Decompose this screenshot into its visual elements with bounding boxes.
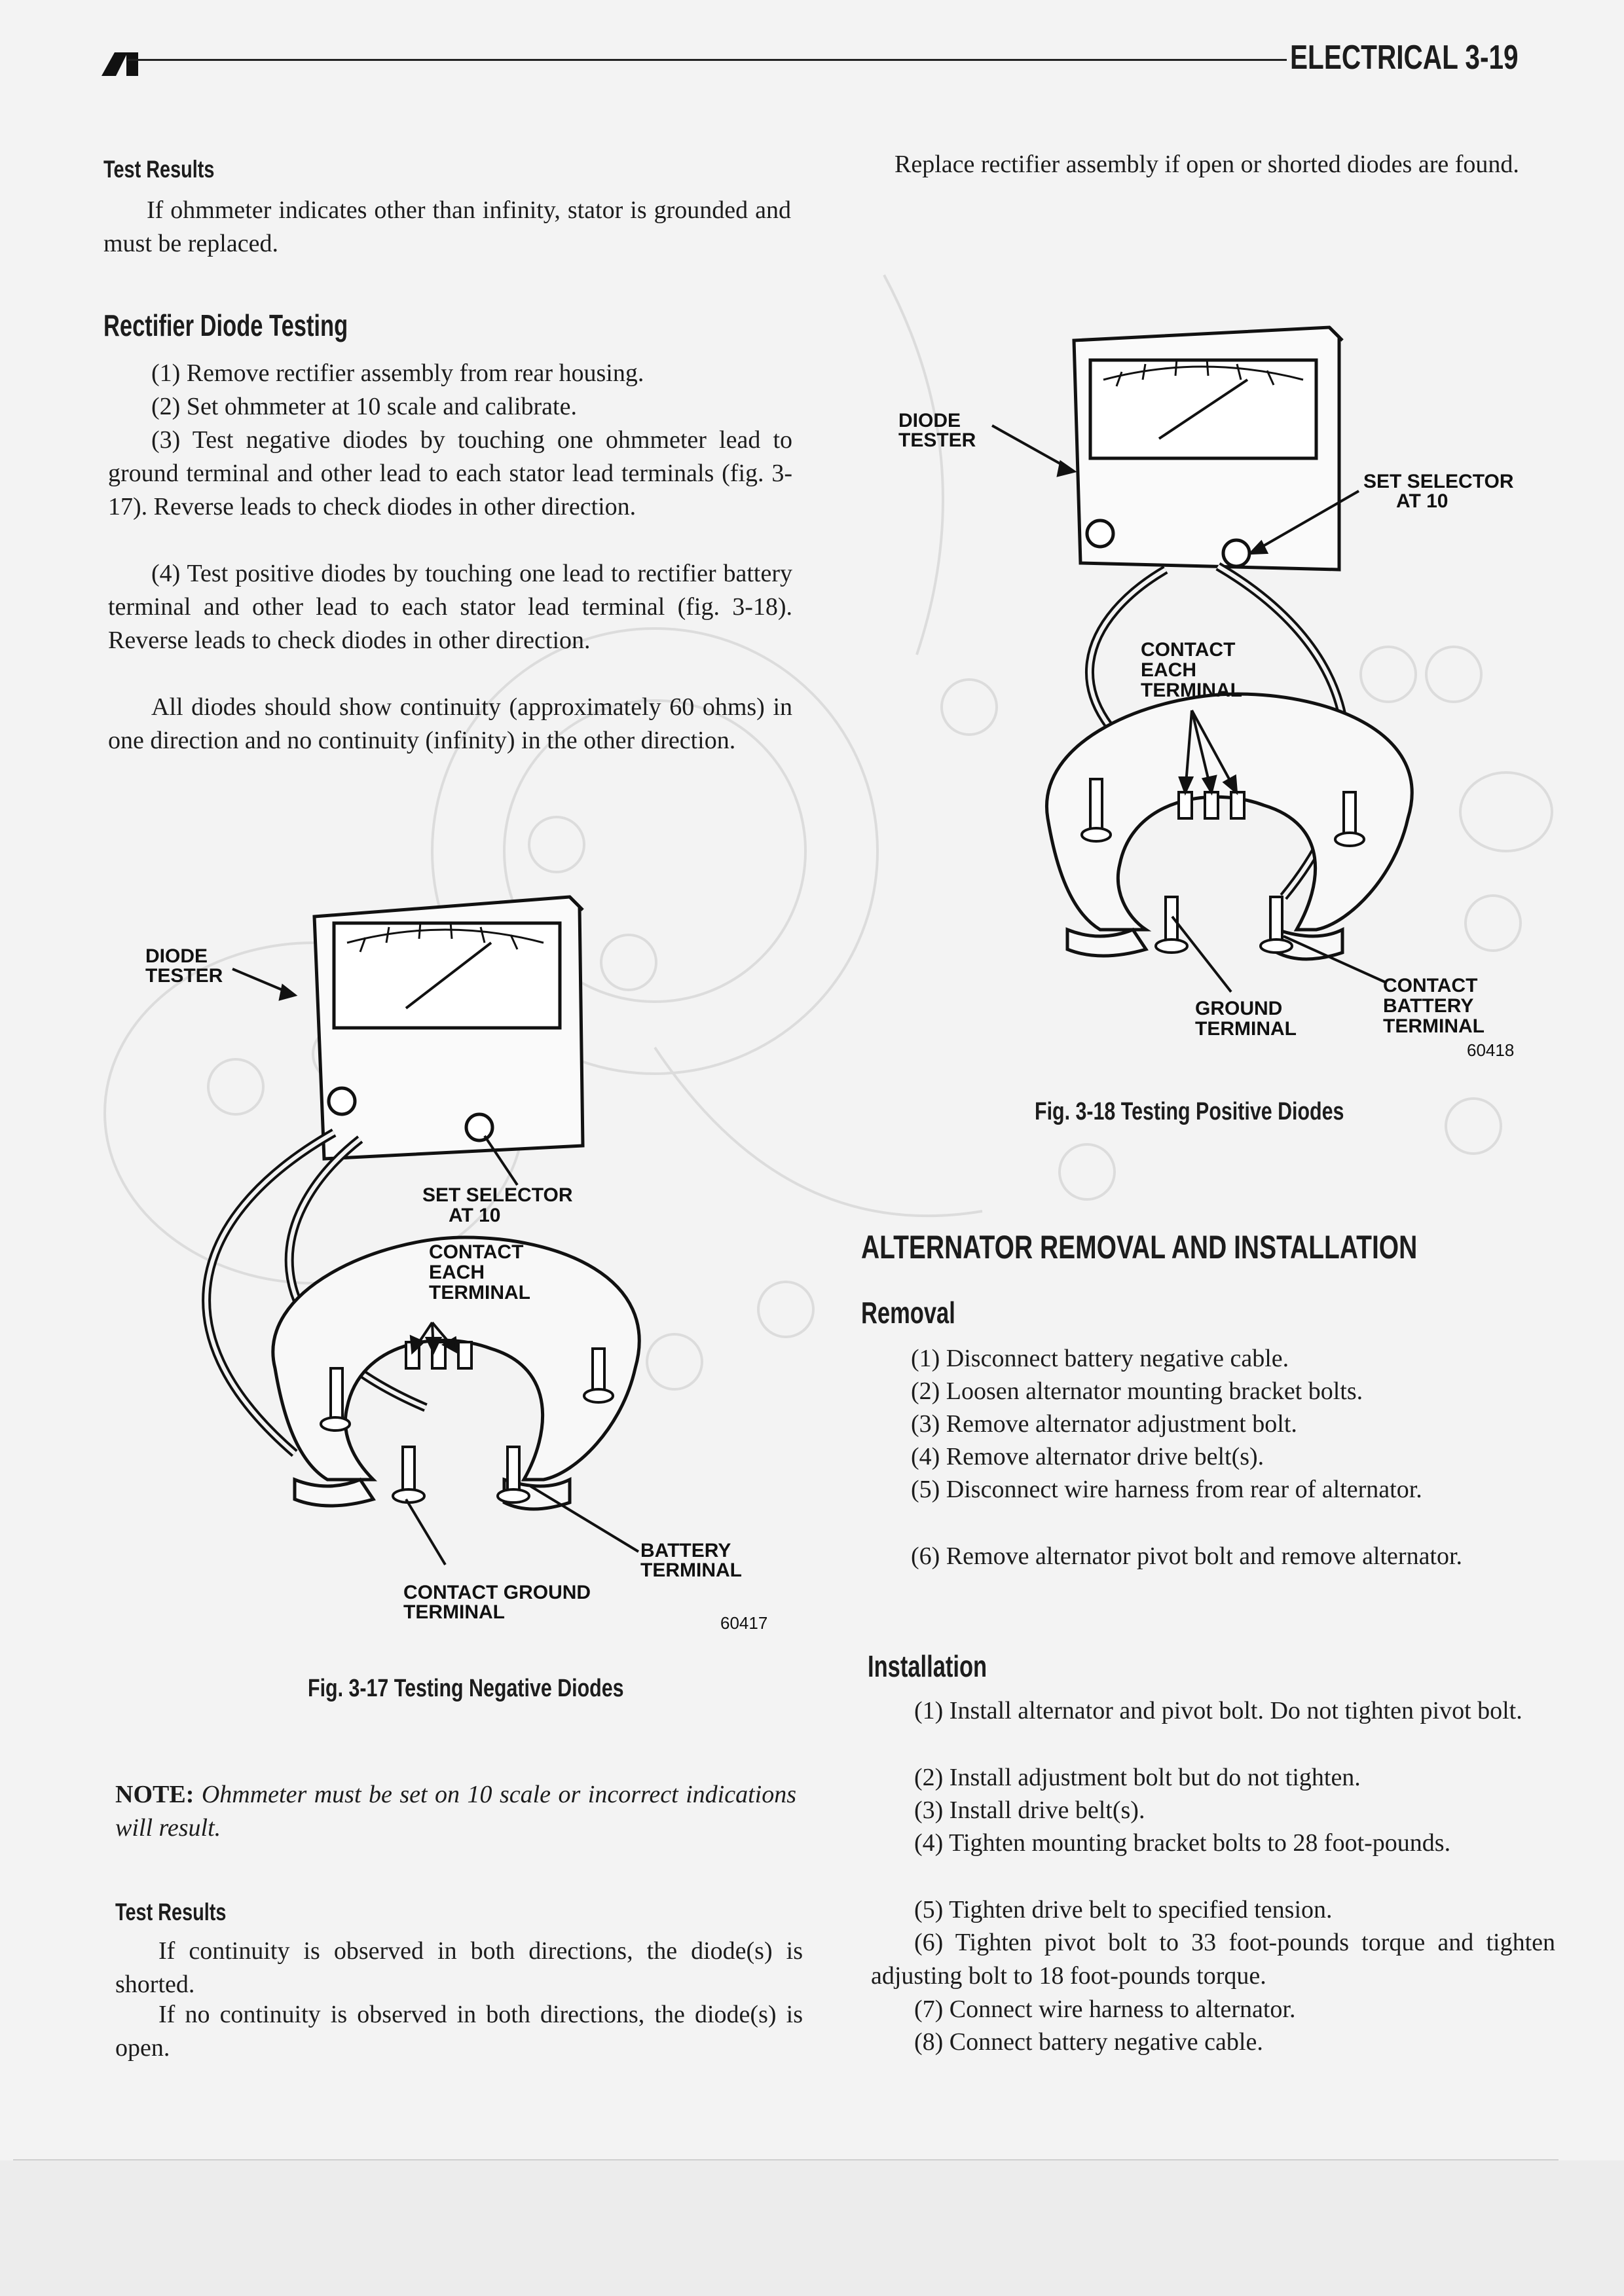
fig17-number: 60417 <box>720 1613 768 1633</box>
note-label: NOTE: <box>115 1781 194 1808</box>
rectifier-step-1: (1) Remove rectifier assembly from rear housing. <box>151 359 644 387</box>
fig18-label-contact-battery: CONTACT BATTERY TERMINAL <box>1383 975 1485 1037</box>
note-text: Ohmmeter must be set on 10 scale or incorrect indications will result. <box>115 1781 797 1842</box>
ohmmeter-note <box>115 1778 796 1845</box>
removal-step-6: (6) Remove alternator pivot bolt and remove alternator. <box>911 1542 1463 1570</box>
replace-rectifier-paragraph: Replace rectifier assembly if open or shorted diodes are found. <box>895 151 1519 178</box>
rectifier-diode-heading: Rectifier Diode Testing <box>103 308 348 342</box>
fig-3-18-illustration <box>877 308 1565 1087</box>
installation-step-6: (6) Tighten pivot bolt to 33 foot-pounds torque and tighten adjusting bolt to 18 foot-pounds torque. <box>871 1929 1555 1990</box>
fig17-label-diode-tester: DIODE TESTER <box>145 945 223 987</box>
installation-step-3: (3) Install drive belt(s). <box>914 1796 1145 1824</box>
rectifier-step-2: (2) Set ohmmeter at 10 scale and calibrate. <box>151 393 577 420</box>
fig18-label-diode-tester: DIODE TESTER <box>898 410 976 451</box>
installation-heading: Installation <box>868 1649 987 1683</box>
test-results-heading: Test Results <box>103 156 215 183</box>
installation-step-7: (7) Connect wire harness to alternator. <box>914 1995 1296 2023</box>
shorted-diode-paragraph: If continuity is observed in both directions, the diode(s) is shorted. <box>115 1937 803 1998</box>
rectifier-step-3: (3) Test negative diodes by touching one ohmmeter lead to ground terminal and other lead to each stator lead terminals (fig. 3-17). Reverse leads to check diodes in other direction. <box>108 426 792 520</box>
fig17-label-contact-ground: CONTACT GROUND TERMINAL <box>403 1582 591 1623</box>
test-results-paragraph: If ohmmeter indicates other than infinity, stator is grounded and must be replaced. <box>103 196 791 257</box>
header-rule <box>128 59 1287 61</box>
fig18-label-ground-terminal: GROUND TERMINAL <box>1195 998 1297 1040</box>
installation-step-5: (5) Tighten drive belt to specified tension. <box>914 1896 1333 1923</box>
fig17-label-set-selector: SET SELECTOR AT 10 <box>422 1184 573 1226</box>
alternator-section-heading: ALTERNATOR REMOVAL AND INSTALLATION <box>861 1229 1418 1266</box>
removal-step-1: (1) Disconnect battery negative cable. <box>911 1345 1289 1372</box>
installation-step-8: (8) Connect battery negative cable. <box>914 2028 1263 2056</box>
scan-margin <box>0 2160 1624 2296</box>
fig18-number: 60418 <box>1467 1040 1515 1060</box>
running-head: ELECTRICAL 3-19 <box>1290 39 1519 77</box>
fig17-label-battery-terminal: BATTERY TERMINAL <box>640 1540 742 1581</box>
removal-step-2: (2) Loosen alternator mounting bracket bolts. <box>911 1377 1363 1405</box>
fig18-label-contact-each: CONTACT EACH TERMINAL <box>1141 639 1242 701</box>
fig-3-17-illustration <box>98 871 812 1669</box>
fig-3-17-caption: Fig. 3-17 Testing Negative Diodes <box>308 1675 624 1702</box>
removal-step-5: (5) Disconnect wire harness from rear of alternator. <box>911 1476 1422 1503</box>
installation-step-2: (2) Install adjustment bolt but do not tighten. <box>914 1764 1361 1791</box>
installation-step-1: (1) Install alternator and pivot bolt. Do not tighten pivot bolt. <box>914 1697 1522 1724</box>
fig17-label-contact-each: CONTACT EACH TERMINAL <box>429 1241 530 1303</box>
open-diode-paragraph: If no continuity is observed in both directions, the diode(s) is open. <box>115 2001 803 2062</box>
rectifier-step-4: (4) Test positive diodes by touching one lead to rectifier battery terminal and other lead to each stator lead terminal (fig. 3-18). Reverse leads to check diodes in other direction. <box>108 560 792 654</box>
removal-heading: Removal <box>861 1296 955 1330</box>
fig18-label-set-selector: SET SELECTOR AT 10 <box>1363 471 1514 512</box>
rectifier-summary: All diodes should show continuity (approximately 60 ohms) in one direction and no continuity (infinity) in the other direction. <box>108 693 792 754</box>
fig-3-18-caption: Fig. 3-18 Testing Positive Diodes <box>1035 1098 1344 1125</box>
removal-step-3: (3) Remove alternator adjustment bolt. <box>911 1410 1297 1438</box>
removal-step-4: (4) Remove alternator drive belt(s). <box>911 1443 1264 1470</box>
installation-step-4: (4) Tighten mounting bracket bolts to 28 foot-pounds. <box>914 1829 1451 1857</box>
diode-tester-meter <box>314 897 583 1159</box>
manufacturer-logo <box>101 51 139 77</box>
test-results-heading-2: Test Results <box>115 1899 227 1925</box>
page-edge-line <box>13 2159 1559 2160</box>
